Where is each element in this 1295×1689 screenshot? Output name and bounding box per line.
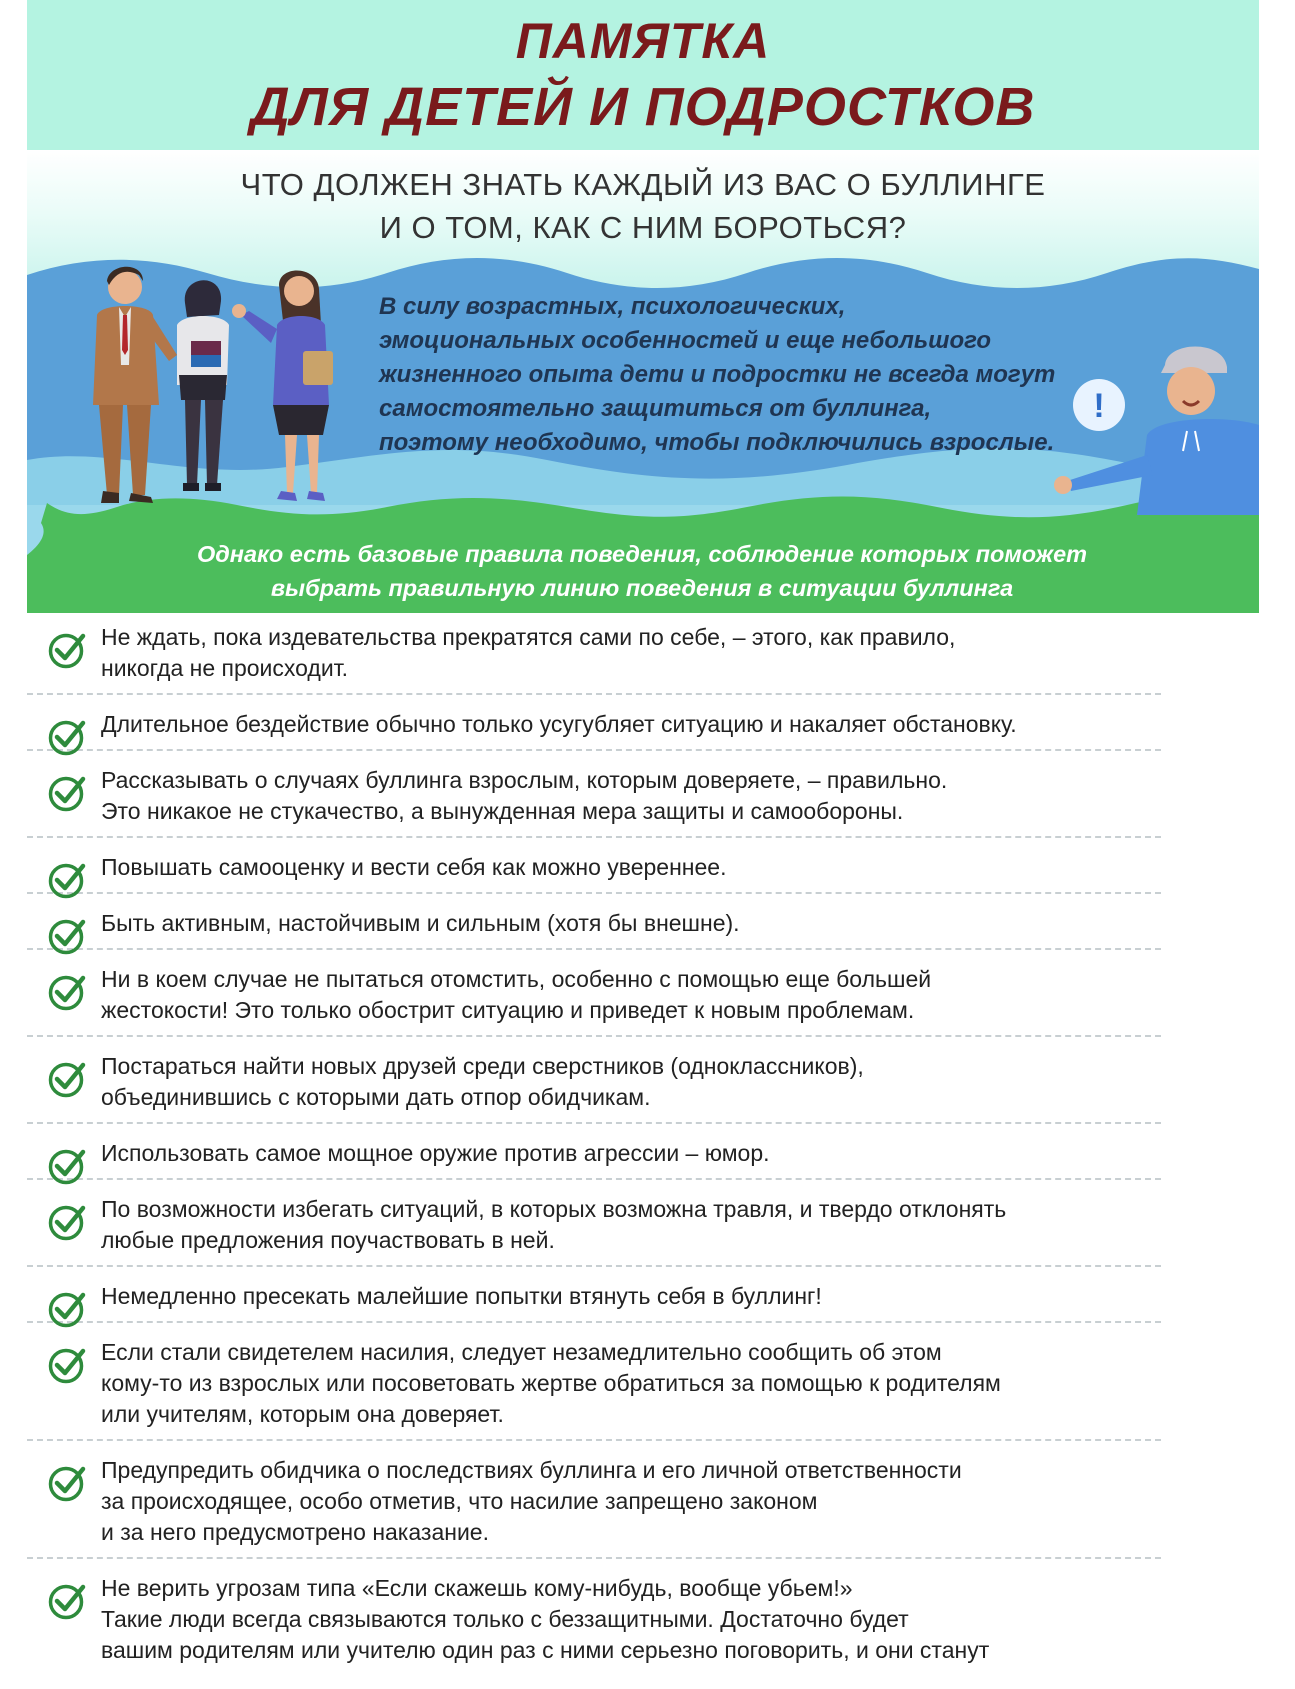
rules-intro-banner [67, 537, 1217, 605]
rule-text: По возможности избегать ситуаций, в которых возможна травля, и твердо отклонять любые предложения поучаствовать в ней. [101, 1196, 1007, 1253]
rule-item [27, 1573, 1161, 1675]
check-circle-icon [47, 916, 87, 956]
rule-text: Не ждать, пока издевательства прекратятся сами по себе, – этого, как правило, никогда не происходит. [101, 624, 956, 681]
subtitle-line-1: ЧТО ДОЛЖЕН ЗНАТЬ КАЖДЫЙ ИЗ ВАС О БУЛЛИНГЕ [240, 167, 1046, 202]
intro-text [379, 290, 1109, 460]
rule-item [27, 1051, 1161, 1124]
rule-item [27, 1337, 1161, 1441]
intro-line-3: жизненного опыта дети и подростки не всегда могут [379, 361, 1056, 388]
rule-text: Немедленно пресекать малейшие попытки втянуть себя в буллинг! [101, 1283, 822, 1309]
check-circle-icon [47, 1581, 87, 1621]
rules-intro-line-1: Однако есть базовые правила поведения, соблюдение которых поможет [196, 541, 1088, 567]
rule-item [27, 908, 1161, 950]
check-circle-icon [47, 860, 87, 900]
rule-text: Быть активным, настойчивым и сильным (хотя бы внешне). [101, 910, 740, 936]
intro-line-5: поэтому необходимо, чтобы подключились взрослые. [379, 429, 1055, 456]
intro-line-1: В силу возрастных, психологических, [379, 293, 846, 320]
rule-text: Длительное бездействие обычно только усугубляет ситуацию и накаляет обстановку. [101, 711, 1017, 737]
check-circle-icon [47, 1345, 87, 1385]
rule-item [27, 622, 1161, 695]
check-circle-icon [47, 1202, 87, 1242]
subtitle-line-2: И О ТОМ, КАК С НИМ БОРОТЬСЯ? [379, 210, 907, 245]
memo-sheet [27, 0, 1259, 1663]
title-line-2: ДЛЯ ДЕТЕЙ И ПОДРОСТКОВ [250, 77, 1036, 137]
subtitle [27, 163, 1259, 249]
title-line-1: ПАМЯТКА [515, 13, 771, 69]
check-circle-icon [47, 1463, 87, 1503]
rule-item [27, 964, 1161, 1037]
rule-text: Использовать самое мощное оружие против агрессии – юмор. [101, 1140, 770, 1166]
intro-line-2: эмоциональных особенностей и еще небольшого [379, 327, 992, 354]
check-circle-icon [47, 630, 87, 670]
rule-item [27, 1281, 1161, 1323]
check-circle-icon [47, 717, 87, 757]
check-circle-icon [47, 1146, 87, 1186]
exclamation-bubble-text: ! [1093, 387, 1105, 425]
intro-line-4: самостоятельно защититься от буллинга, [379, 395, 932, 422]
rule-item [27, 1138, 1161, 1180]
rule-text: Не верить угрозам типа «Если скажешь кому-нибудь, вообще убьем!» Такие люди всегда связываются только с беззащитными. Достаточно будет вашим родителям или учителю один раз с ними серьезно поговорить, и они станут [101, 1575, 990, 1663]
rule-item [27, 765, 1161, 838]
check-circle-icon [47, 1289, 87, 1329]
rule-text: Ни в коем случае не пытаться отомстить, особенно с помощью еще большей жестокости! Это только обострит ситуацию и приведет к новым проблемам. [101, 966, 932, 1023]
rule-item [27, 709, 1161, 751]
check-circle-icon [47, 1059, 87, 1099]
check-circle-icon [47, 972, 87, 1012]
rule-text: Если стали свидетелем насилия, следует незамедлительно сообщить об этом кому-то из взрослых или посоветовать жертве обратиться за помощью к родителям или учителям, которым она доверяет. [101, 1339, 1001, 1427]
check-circle-icon [47, 773, 87, 813]
rule-text: Постараться найти новых друзей среди сверстников (одноклассников), объединившись с которыми дать отпор обидчикам. [101, 1053, 864, 1110]
header-band [27, 0, 1259, 150]
rules-intro-line-2: выбрать правильную линию поведения в ситуации буллинга [270, 575, 1014, 601]
rule-text: Рассказывать о случаях буллинга взрослым, которым доверяете, – правильно. Это никакое не стукачество, а вынужденная мера защиты и самообороны. [101, 767, 948, 824]
rule-text: Повышать самооценку и вести себя как можно увереннее. [101, 854, 727, 880]
rule-item [27, 1194, 1161, 1267]
rule-text: Предупредить обидчика о последствиях буллинга и его личной ответственности за происходящее, особо отметив, что насилие запрещено законом и за него предусмотрено наказание. [101, 1457, 962, 1545]
rule-item [27, 852, 1161, 894]
rules-list [27, 622, 1259, 1689]
rule-item [27, 1455, 1161, 1559]
